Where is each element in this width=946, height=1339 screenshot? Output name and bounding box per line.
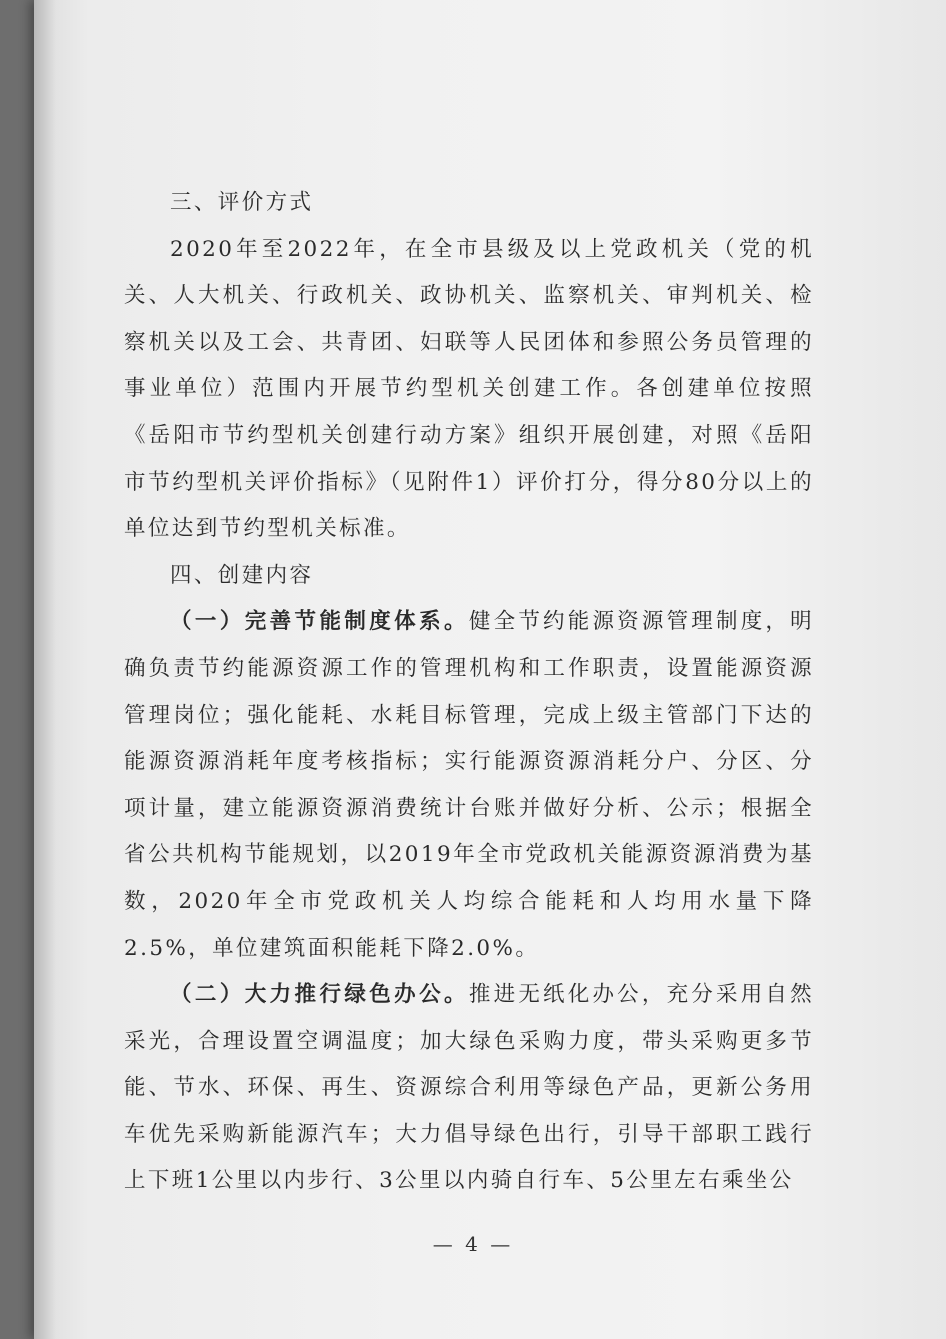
paragraph-item-1 — [124, 599, 814, 972]
document-body — [124, 180, 814, 1205]
item-1-title: （一）完善节能制度体系。 — [170, 609, 469, 635]
page-number: — 4 — — [432, 1232, 514, 1256]
section-heading-evaluation: 三、评价方式 — [170, 190, 314, 215]
item-1-body: 健全节约能源资源管理制度，明确负责节约能源资源工作的管理机构和工作职责，设置能源资源管理岗位；强化能耗、水耗目标管理，完成上级主管部门下达的能源资源消耗年度考核指标；实行能源资源消耗分户、分区、分项计量，建立能源资源消费统计台账并做好分析、公示；根据全省公共机构节能规划，以2019年全市党政机关能源资源消费为基数，2020年全市党政机关人均综合能耗和人均用水量下降2.5%，单位建筑面积能耗下降2.0%。 — [124, 609, 815, 961]
paragraph-item-2 — [124, 972, 814, 1205]
page-edge-shadow — [34, 0, 56, 1339]
item-2-body: 推进无纸化办公，充分采用自然采光，合理设置空调温度；加大绿色采购力度，带头采购更多节能、节水、环保、再生、资源综合利用等绿色产品，更新公务用车优先采购新能源汽车；大力倡导绿色出行，引导干部职工践行上下班1公里以内步行、3公里以内骑自行车、5公里左右乘坐公 — [124, 982, 815, 1194]
item-2-title: （二）大力推行绿色办公。 — [170, 982, 469, 1008]
section-heading-content: 四、创建内容 — [170, 562, 314, 588]
paragraph-evaluation: 2020年至2022年，在全市县级及以上党政机关（党的机关、人大机关、行政机关、政协机关、监察机关、审判机关、检察机关以及工会、共青团、妇联等人民团体和参照公务员管理的事业单位）范围内开展节约型机关创建工作。各创建单位按照《岳阳市节约型机关创建行动方案》组织开展创建，对照《岳阳市节约型机关评价指标》（见附件1）评价打分，得分80分以上的单位达到节约型机关标准。 — [124, 236, 814, 542]
